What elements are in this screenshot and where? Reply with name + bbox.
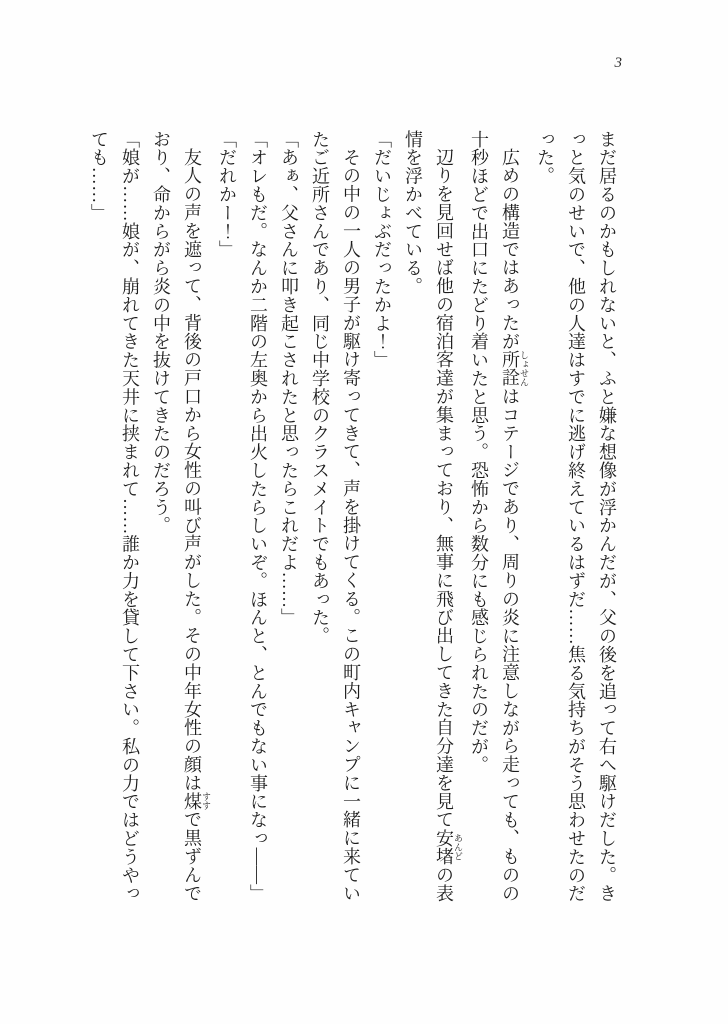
paragraph-7: 「オレもだ。なんか二階の左奥から出火したらしいぞ。ほんと、とんでもない事になっ――」 bbox=[248, 130, 268, 903]
paragraph-6: 「あぁ、父さんに叩き起こされたと思ったらこれだよ……」 bbox=[279, 130, 299, 627]
paragraph-8: 「だれかー！」 bbox=[217, 130, 237, 259]
paragraph-5: その中の一人の男子が駆け寄ってきて、声を掛けてくる。この町内キャンプに一緒に来ていたご近所さんであり、同じ中学校のクラスメイトでもあった。 bbox=[310, 130, 361, 903]
paragraph-10: 「娘が……娘が、崩れてきた天井に挟まれて……誰か力を貸して下さい。私の力ではどうやっても……」 bbox=[89, 130, 140, 903]
paragraph-4: 「だいじょぶだったかよ！」 bbox=[372, 130, 392, 370]
paragraph-3: 辺りを見回せば他の宿泊客達が集まっており、無事に飛び出してきた自分達を見て安堵 あんどの表情を浮かべている。 bbox=[403, 130, 463, 903]
paragraph-2: 広めの構造ではあったが所詮 しょせんはコテージであり、周りの炎に注意しながら走っても、ものの十秒ほどで出口にたどり着いたと思う。恐怖から数分にも感じられたのだが。 bbox=[469, 130, 529, 903]
page-text bbox=[89, 130, 622, 905]
page-number: 3 bbox=[614, 55, 622, 71]
ruby-annotated-word: 安堵 あんど bbox=[434, 828, 463, 866]
paragraph-9: 友人の声を遮って、背後の戸口から女性の叫び声がした。その中年女性の顔は煤 すすで黒ずんでおり、命からがら炎の中を抜けてきたのだろう。 bbox=[151, 130, 211, 903]
paragraph-1: まだ居るのかもしれないと、ふと嫌な想像が浮かんだが、父の後を追って右へ駆けだした。きっと気のせいで、他の人達はすでに逃げ終えているはずだ……焦る気持ちがそう思わせたのだった。 bbox=[535, 130, 617, 903]
ruby-annotated-word: 煤 すす bbox=[182, 792, 211, 811]
ruby-annotated-word: 所詮 しょせん bbox=[500, 350, 529, 388]
